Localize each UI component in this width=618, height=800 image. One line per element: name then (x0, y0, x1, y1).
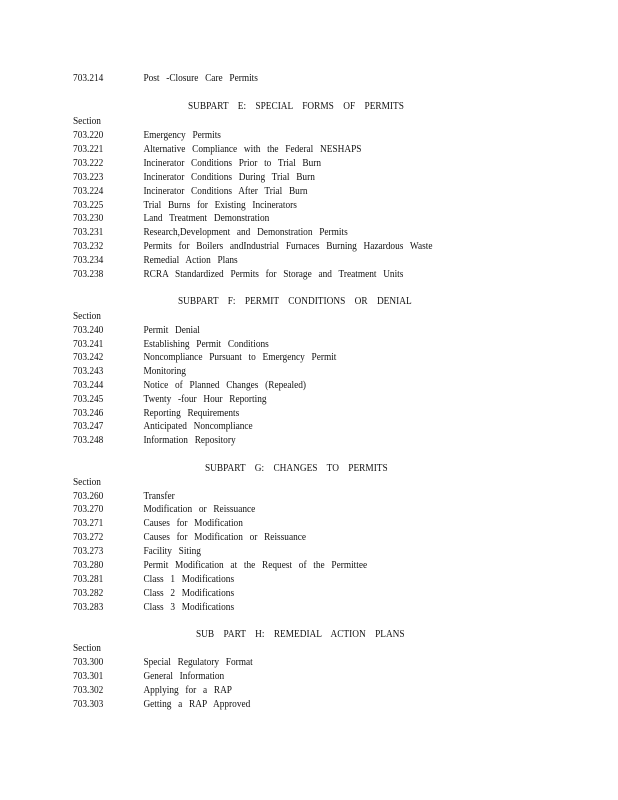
section-number: 703.248 (73, 435, 104, 446)
toc-entry (0, 420, 544, 434)
section-number: 703.238 (73, 269, 104, 280)
toc-entry (0, 143, 544, 157)
section-title: Emergency Permits (143, 130, 221, 141)
section-title: Notice of Planned Changes (Repealed) (143, 380, 307, 391)
section-title: Anticipated Noncompliance (143, 421, 253, 432)
section-number: 703.243 (73, 366, 104, 377)
toc-entry (0, 490, 544, 504)
section-title: Reporting Requirements (143, 408, 240, 419)
toc-entry (0, 393, 544, 407)
section-number: 703.240 (73, 325, 104, 336)
section-number: 703.230 (73, 213, 104, 224)
section-column-label: Section (73, 116, 101, 127)
section-title: Applying for a RAP (143, 685, 233, 696)
section-title: Permit Denial (143, 325, 200, 336)
section-title: Class 3 Modifications (143, 602, 235, 613)
toc-entry (0, 698, 544, 712)
toc-entry (0, 684, 544, 698)
section-number: 703.273 (73, 546, 104, 557)
section-column-label: Section (73, 643, 101, 654)
section-number: 703.272 (73, 532, 104, 543)
toc-entry (0, 379, 544, 393)
toc-entry (0, 185, 544, 199)
section-title: Facility Siting (143, 546, 201, 557)
toc-entry (0, 434, 544, 448)
section-number: 703.302 (73, 685, 104, 696)
section-title: Research,Development and Demonstration Permits (143, 227, 348, 238)
section-title: Establishing Permit Conditions (143, 339, 269, 350)
toc-entry (0, 365, 544, 379)
section-number: 703.300 (73, 657, 104, 668)
section-number: 703.232 (73, 241, 104, 252)
section-title: Incinerator Conditions After Trial Burn (143, 186, 308, 197)
section-title: Class 1 Modifications (143, 574, 235, 585)
section-number: 703.245 (73, 394, 104, 405)
subpart-heading-g: SUBPART G: CHANGES TO PERMITS (205, 463, 388, 474)
section-title: Incinerator Conditions Prior to Trial Burn (143, 158, 322, 169)
toc-entry (0, 503, 544, 517)
section-number: 703.224 (73, 186, 104, 197)
section-title: Alternative Compliance with the Federal NESHAPS (143, 144, 362, 155)
toc-entry (0, 670, 544, 684)
section-title: Causes for Modification or Reissuance (143, 532, 307, 543)
section-title: Transfer (143, 491, 175, 502)
section-number: 703.271 (73, 518, 104, 529)
section-number: 703.220 (73, 130, 104, 141)
toc-entry (0, 573, 544, 587)
section-number: 703.260 (73, 491, 104, 502)
section-title: Permit Modification at the Request of the Permittee (143, 560, 368, 571)
toc-entry (0, 268, 544, 282)
toc-entry (0, 587, 544, 601)
section-number: 703.241 (73, 339, 104, 350)
section-number: 703.301 (73, 671, 104, 682)
section-title: Trial Burns for Existing Incinerators (143, 200, 297, 211)
section-title: Remedial Action Plans (143, 255, 238, 266)
section-title: Incinerator Conditions During Trial Burn (143, 172, 315, 183)
toc-entry (0, 226, 544, 240)
section-number: 703.223 (73, 172, 104, 183)
subpart-heading-e: SUBPART E: SPECIAL FORMS OF PERMITS (188, 101, 404, 112)
section-title: Getting a RAP Approved (143, 699, 251, 710)
toc-entry (0, 407, 544, 421)
section-number: 703.247 (73, 421, 104, 432)
toc-entry (0, 212, 544, 226)
section-number: 703.283 (73, 602, 104, 613)
toc-entry (0, 324, 544, 338)
section-column-label: Section (73, 477, 101, 488)
section-number: 703.282 (73, 588, 104, 599)
toc-entry (0, 517, 544, 531)
section-title: Post -Closure Care Permits (143, 73, 258, 84)
subpart-heading-h: SUB PART H: REMEDIAL ACTION PLANS (196, 629, 405, 640)
section-number: 703.222 (73, 158, 104, 169)
section-title: Monitoring (143, 366, 186, 377)
section-title: Twenty -four Hour Reporting (143, 394, 267, 405)
section-number: 703.246 (73, 408, 104, 419)
section-number: 703.281 (73, 574, 104, 585)
toc-entry (0, 656, 544, 670)
section-title: Land Treatment Demonstration (143, 213, 270, 224)
toc-entry (0, 240, 544, 254)
section-title: Information Repository (143, 435, 236, 446)
section-title: General Information (143, 671, 225, 682)
section-number: 703.221 (73, 144, 104, 155)
toc-entry (0, 559, 544, 573)
toc-entry (0, 199, 544, 213)
section-number: 703.242 (73, 352, 104, 363)
section-number: 703.225 (73, 200, 104, 211)
section-title: Class 2 Modifications (143, 588, 235, 599)
section-title: Special Regulatory Format (143, 657, 253, 668)
toc-entry (0, 72, 544, 86)
section-number: 703.303 (73, 699, 104, 710)
section-number: 703.231 (73, 227, 104, 238)
toc-entry (0, 531, 544, 545)
section-title: Modification or Reissuance (143, 504, 256, 515)
section-number: 703.280 (73, 560, 104, 571)
subpart-heading-f: SUBPART F: PERMIT CONDITIONS OR DENIAL (178, 296, 412, 307)
toc-entry (0, 338, 544, 352)
section-number: 703.270 (73, 504, 104, 515)
section-title: Causes for Modification (143, 518, 243, 529)
toc-entry (0, 351, 544, 365)
section-title: RCRA Standardized Permits for Storage and Treatment Units (143, 269, 404, 280)
section-title: Permits for Boilers andIndustrial Furnaces Burning Hazardous Waste (143, 241, 433, 252)
toc-entry (0, 157, 544, 171)
toc-entry (0, 601, 544, 615)
toc-entry (0, 171, 544, 185)
toc-entry (0, 545, 544, 559)
section-title: Noncompliance Pursuant to Emergency Permit (143, 352, 337, 363)
section-column-label: Section (73, 311, 101, 322)
toc-entry (0, 254, 544, 268)
section-number: 703.214 (73, 73, 104, 84)
section-number: 703.244 (73, 380, 104, 391)
toc-entry (0, 129, 544, 143)
section-number: 703.234 (73, 255, 104, 266)
